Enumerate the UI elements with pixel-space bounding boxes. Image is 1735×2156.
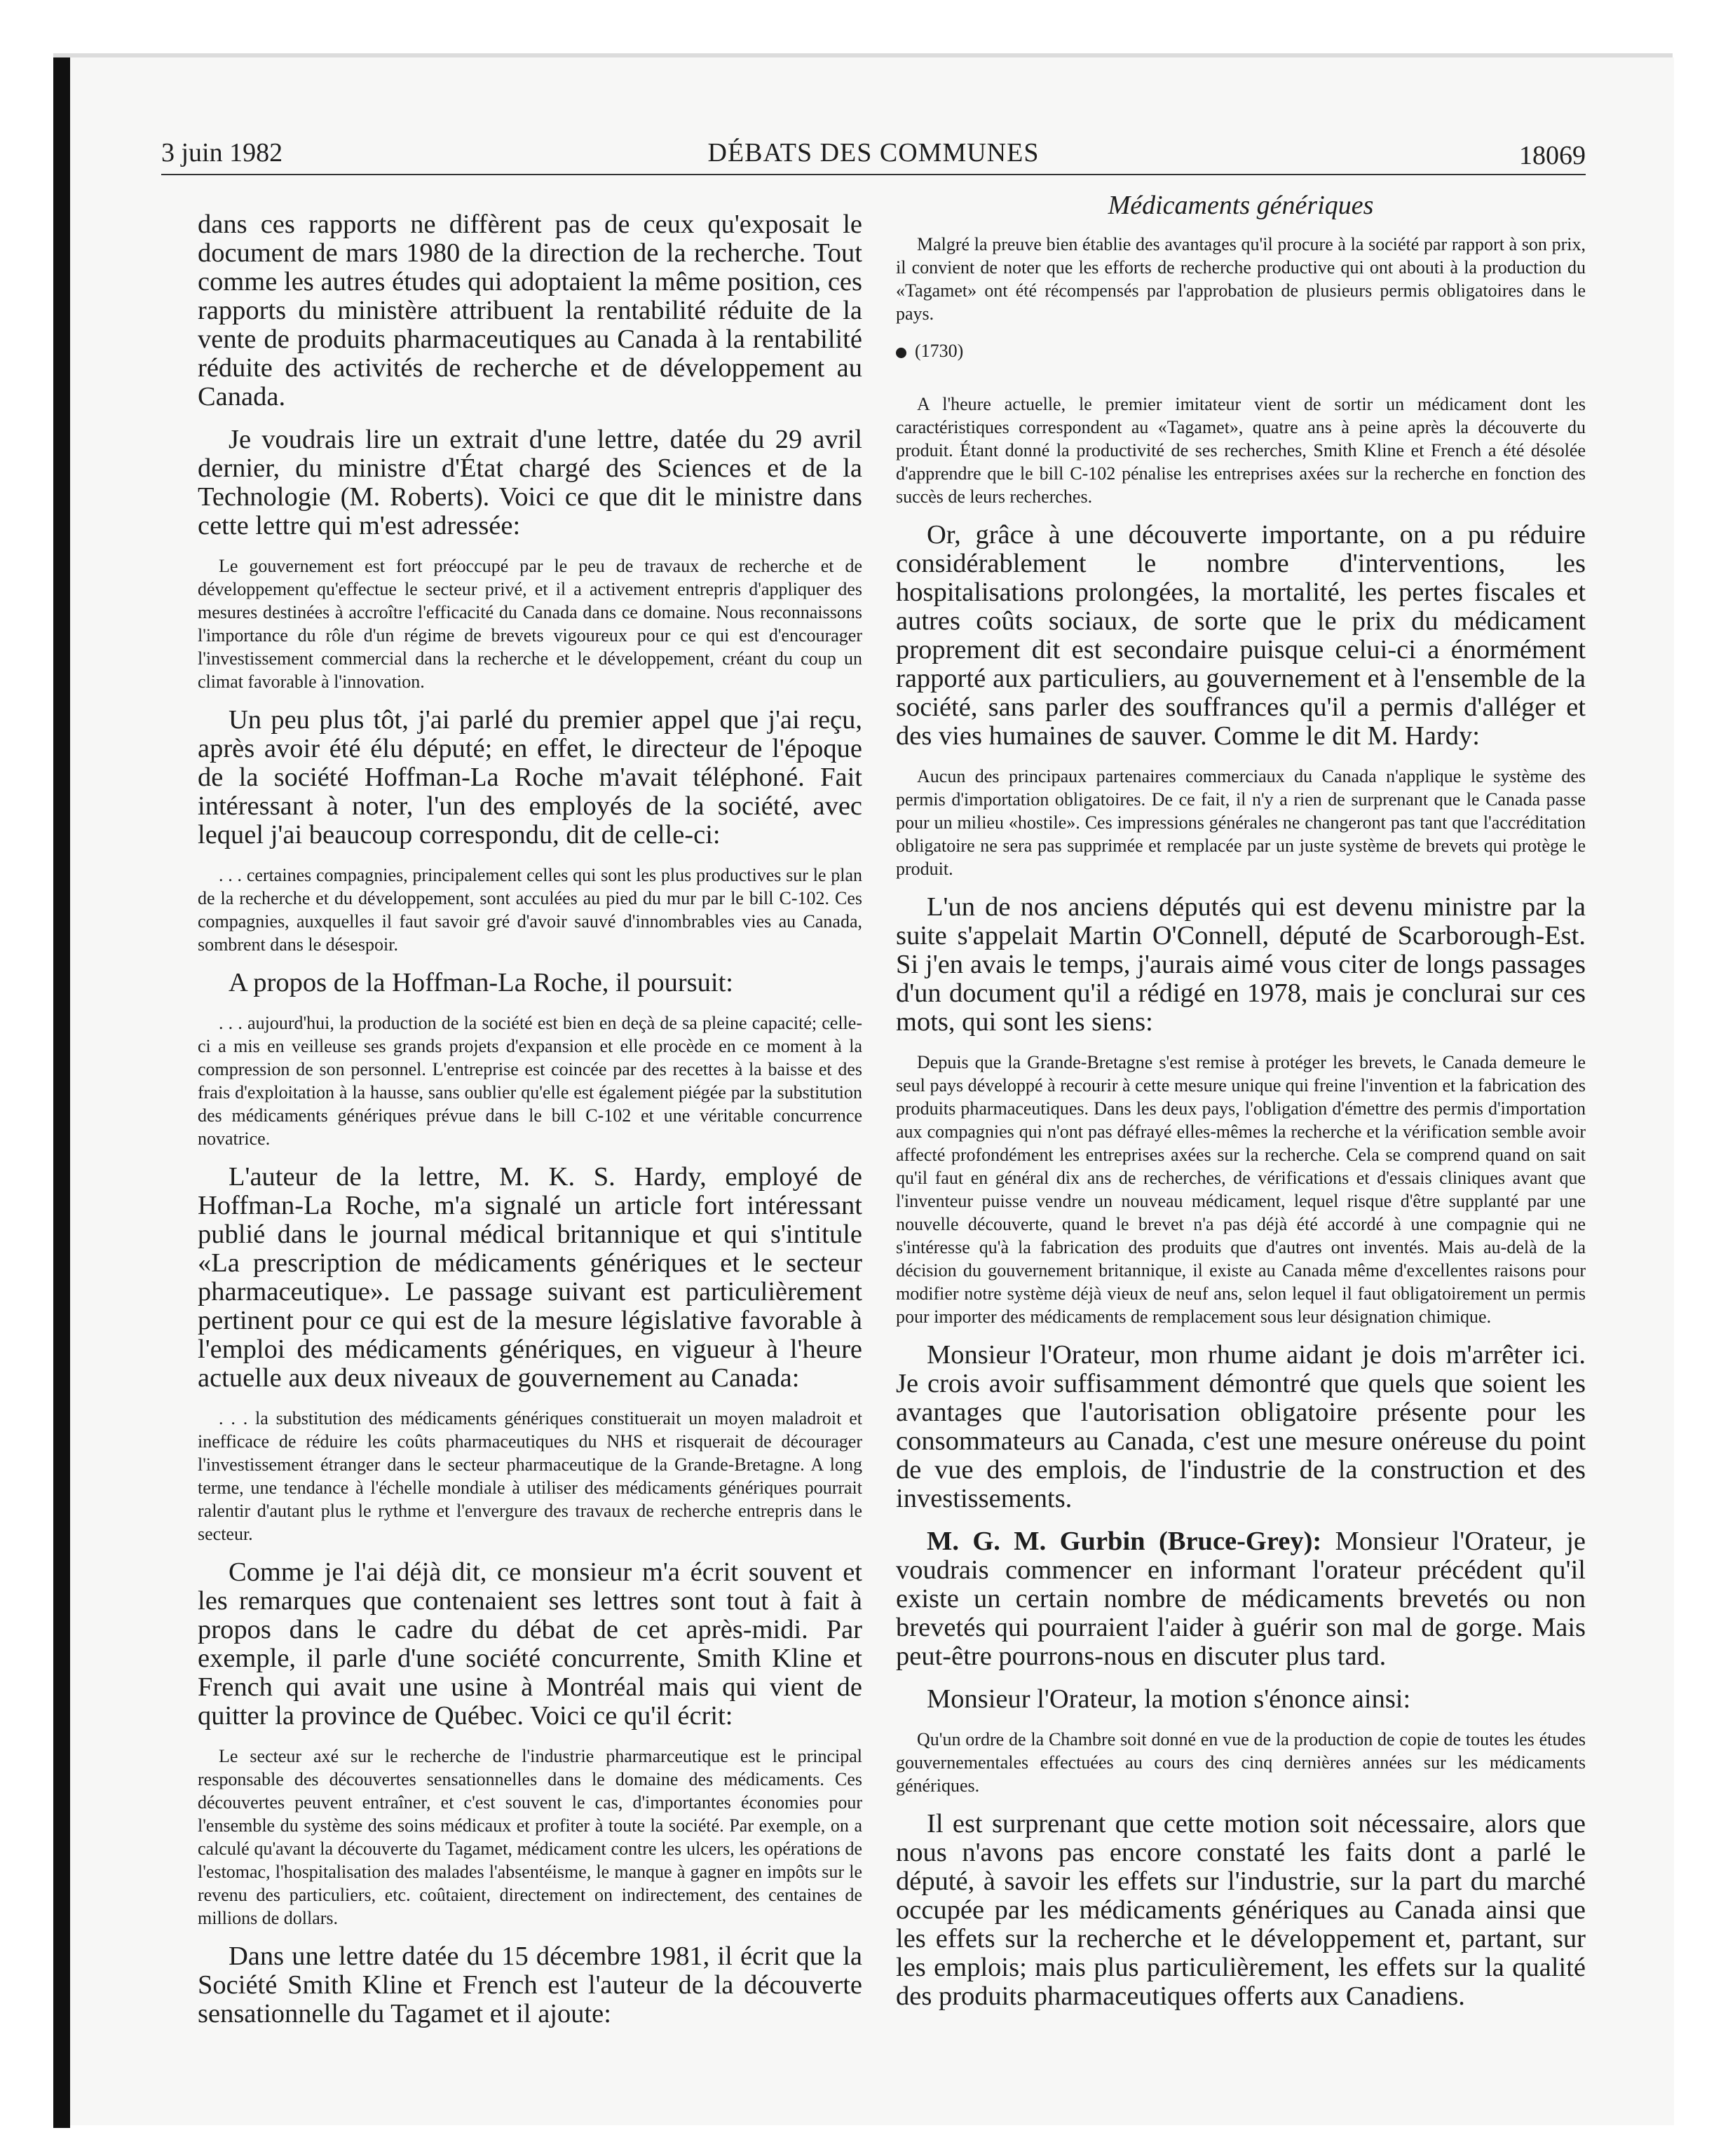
paragraph: Un peu plus tôt, j'ai parlé du premier appel que j'ai reçu, après avoir été élu député; en effet, le directeur de l'époque de la société Hoffman-La Roche m'avait téléphoné. Fait intéressant à noter, l'un des employés de la société, avec lequel j'ai beaucoup correspondu, dit de celle-ci: <box>198 705 862 850</box>
quotation: . . . certaines compagnies, principalement celles qui sont les plus productives sur le plan de la recherche et du développement, sont acculées au pied du mur par le bill C-102. Ces compagnies, auxquelles il faut savoir gré d'avoir sauvé d'innombrables vies au Canada, sombrent dans le désespoir. <box>198 865 862 955</box>
quotation: Le secteur axé sur le recherche de l'industrie pharmarceutique est le principal responsable des découvertes sensationnelles dans le domaine des médicaments. Ces découvertes peuvent entraîner, et c'est souvent le cas, d'importantes économies pour l'ensemble du système des soins médicaux et profiter à toute la société. Par exemple, on a calculé qu'avant la découverte du Tagamet, médicament contre les ulcers, les opérations de l'estomac, l'hospitalisation des malades l'absentéisme, le manque à gagner en impôts sur le revenu des particuliers, etc. coûtaient, directement on indirectement, des centaines de millions de dollars. <box>198 1746 862 1928</box>
page-header <box>161 137 1586 171</box>
paragraph: L'auteur de la lettre, M. K. S. Hardy, employé de Hoffman-La Roche, m'a signalé un article fort intéressant publié dans le journal médical britannique et qui s'intitule «La prescription de médicaments génériques et le secteur pharmaceutique». Le passage suivant est particulièrement pertinent pour ce qui est de la mesure législative favorable à l'emploi des médicaments génériques, en vigueur à l'heure actuelle aux deux niveaux de gouvernement au Canada: <box>198 1162 862 1393</box>
right-column <box>896 191 1586 2025</box>
header-rule <box>161 174 1586 175</box>
speech-paragraph <box>896 1527 1586 1671</box>
paragraph: dans ces rapports ne diffèrent pas de ceux qu'exposait le document de mars 1980 de la direction de la recherche. Tout comme les autres études qui adoptaient la même position, ces rapports du ministère attribuent la rentabilité réduite de la vente de produits pharmaceutiques au Canada à la rentabilité réduite des activités de recherche et de développement au Canada. <box>198 210 862 411</box>
quotation: Le gouvernement est fort préoccupé par le peu de travaux de recherche et de développement qu'effectue le secteur privé, et il a activement entrepris d'appliquer des mesures destinées à accroître l'efficacité du Canada dans ce domaine. Nous reconnaissons l'importance du rôle d'un régime de brevets vigoureux pour ce qui est d'encourager l'investissement commercial dans la recherche et le développement, créant du coup un climat favorable à l'innovation. <box>198 556 862 692</box>
paragraph: Je voudrais lire un extrait d'une lettre, datée du 29 avril dernier, du ministre d'État chargé des Sciences et de la Technologie (M. Roberts). Voici ce que dit le ministre dans cette lettre qui m'est adressée: <box>198 425 862 540</box>
quotation: A l'heure actuelle, le premier imitateur vient de sortir un médicament dont les caractéristiques correspondent au «Tagamet», quatre ans à peine après la découverte du produit. Étant donné la productivité de ses recherches, Smith Kline et French a été désolée d'apprendre que le bill C-102 pénalise les entreprises axées sur la recherche en fonction des succès de leurs recherches. <box>896 394 1586 507</box>
bullet-dot-icon <box>896 348 906 358</box>
scan-binding-edge <box>53 53 70 2128</box>
paragraph: Monsieur l'Orateur, mon rhume aidant je dois m'arrêter ici. Je crois avoir suffisamment démontré que quels que soient les avantages que l'autorisation obligatoire présente pour les consommateurs au Canada, c'est une mesure onéreuse du point de vue des emplois, de l'industrie de la construction et des investissements. <box>896 1340 1586 1513</box>
quotation: Aucun des principaux partenaires commerciaux du Canada n'applique le système des permis d'importation obligatoires. De ce fait, il n'y a rien de surprenant que le Canada passe pour un milieu «hostile». Ces impressions générales ne changeront pas tant que l'accréditation obligatoire ne sera pas supprimée et remplacée par un juste système de brevets qui protège le produit. <box>896 766 1586 879</box>
quotation: . . . aujourd'hui, la production de la société est bien en deçà de sa pleine capacité; celle-ci a mis en veilleuse ses grands projets d'expansion et elle procède en ce moment à la compression de son personnel. L'entreprise est coincée par des recettes à la baisse et des frais d'exploitation à la hausse, sans oublier qu'elle est également piégée par la substitution des médicaments génériques prévue dans le bill C-102 et une véritable concurrence novatrice. <box>198 1013 862 1149</box>
time-marker-label: (1730) <box>915 341 964 361</box>
paragraph: Dans une lettre datée du 15 décembre 1981, il écrit que la Société Smith Kline et French est l'auteur de la découverte sensationnelle du Tagamet et il ajoute: <box>198 1942 862 2028</box>
quotation: Qu'un ordre de la Chambre soit donné en vue de la production de copie de toutes les études gouvernementales effectuées au cours des cinq dernières années sur les médicaments génériques. <box>896 1729 1586 1796</box>
quotation: . . . la substitution des médicaments génériques constituerait un moyen maladroit et inefficace de réduire les coûts pharmaceutiques du NHS et risquerait de décourager l'investissement étranger dans le secteur pharmaceutique de la Grande-Bretagne. A long terme, une tendance à l'échelle mondiale à utiliser des médicaments génériques pourrait ralentir d'autant plus le rythme et l'envergure des travaux de recherche entrepris dans le secteur. <box>198 1408 862 1544</box>
quotation: Depuis que la Grande-Bretagne s'est remise à protéger les brevets, le Canada demeure le seul pays développé à recourir à cette mesure unique qui freine l'invention et la fabrication des produits pharmaceutiques. Dans les deux pays, l'obligation d'émettre des permis d'importation aux compagnies qui n'ont pas défrayé elles-mêmes la recherche et la vérification semble avoir affecté profondément les entreprises axées sur la recherche. Cela se comprend quand on sait qu'il faut en général dix ans de recherches, de vérifications et d'essais cliniques avant que l'inventeur puisse vendre un nouveau médicament, lequel risque d'être supplanté par une nouvelle découverte, quand le brevet n'a pas déjà été accordé à une compagnie qui ne s'intéresse qu'à la fabrication des produits que d'autres ont inventés. Mais au-delà de la décision du gouvernement britannique, il existe au Canada même d'excellentes raisons pour modifier notre système déjà vieux de neuf ans, selon lequel il faut obligatoirement un permis pour importer des médicaments de remplacement sous leur désignation chimique. <box>896 1052 1586 1327</box>
header-date: 3 juin 1982 <box>161 138 283 168</box>
header-title: DÉBATS DES COMMUNES <box>707 138 1040 168</box>
paragraph: L'un de nos anciens députés qui est devenu ministre par la suite s'appelait Martin O'Connell, député de Scarborough-Est. Si j'en avais le temps, j'aurais aimé vous citer de longs passages d'un document qu'il a rédigé en 1978, mais je conclurai sur ces mots, qui sont les siens: <box>896 892 1586 1037</box>
paragraph: Monsieur l'Orateur, la motion s'énonce ainsi: <box>927 1684 1411 1714</box>
paragraph: Or, grâce à une découverte importante, on a pu réduire considérablement le nombre d'interventions, les hospitalisations prolongées, la mortalité, les pertes fiscales et autres coûts sociaux, de sorte que le prix du médicament proprement dit est secondaire puisque celui-ci a énormément rapporté aux particuliers, au gouvernement et à l'ensemble de la société, sans parler des souffrances qu'il a permis d'alléger et des vies humaines de sauver. Comme le dit M. Hardy: <box>896 520 1586 751</box>
paragraph: Comme je l'ai déjà dit, ce monsieur m'a écrit souvent et les remarques que contenaient ses lettres sont tout à fait à propos dans le cadre du débat de cet après-midi. Par exemple, il parle d'une société concurrente, Smith Kline et French qui avait une usine à Montréal mais qui vient de quitter la province de Québec. Voici ce qu'il écrit: <box>198 1557 862 1731</box>
paragraph: A propos de la Hoffman-La Roche, il poursuit: <box>229 968 733 997</box>
speaker-name: M. G. M. Gurbin (Bruce-Grey): <box>927 1527 1322 1556</box>
left-column <box>198 210 862 2042</box>
speech-text: Monsieur l'Orateur, je voudrais commencer en informant l'orateur précédent qu'il existe un certain nombre de médicaments brevetés ou non brevetés qui pourraient l'aider à guérir son mal de gorge. Mais peut-être pourrons-nous en discuter plus tard. <box>896 1527 1586 1671</box>
time-marker <box>896 341 1586 362</box>
header-page-number: 18069 <box>1519 141 1586 170</box>
quotation: Malgré la preuve bien établie des avantages qu'il procure à la société par rapport à son prix, il convient de noter que les efforts de recherche productive qui ont abouti à la production du «Tagamet» ont été récompensés par l'approbation de plusieurs permis obligatoires dans le pays. <box>896 234 1586 324</box>
section-title: Médicaments génériques <box>1108 191 1374 220</box>
paragraph: Il est surprenant que cette motion soit nécessaire, alors que nous n'avons pas encore constaté les faits dont a parlé le député, à savoir les effets sur l'industrie, sur la part du marché occupée par les médicaments génériques au Canada ainsi que les effets sur la recherche et le développement et, partant, sur les emplois; mais plus particulièrement, les effets sur la qualité des produits pharmaceutiques offerts aux Canadiens. <box>896 1809 1586 2011</box>
